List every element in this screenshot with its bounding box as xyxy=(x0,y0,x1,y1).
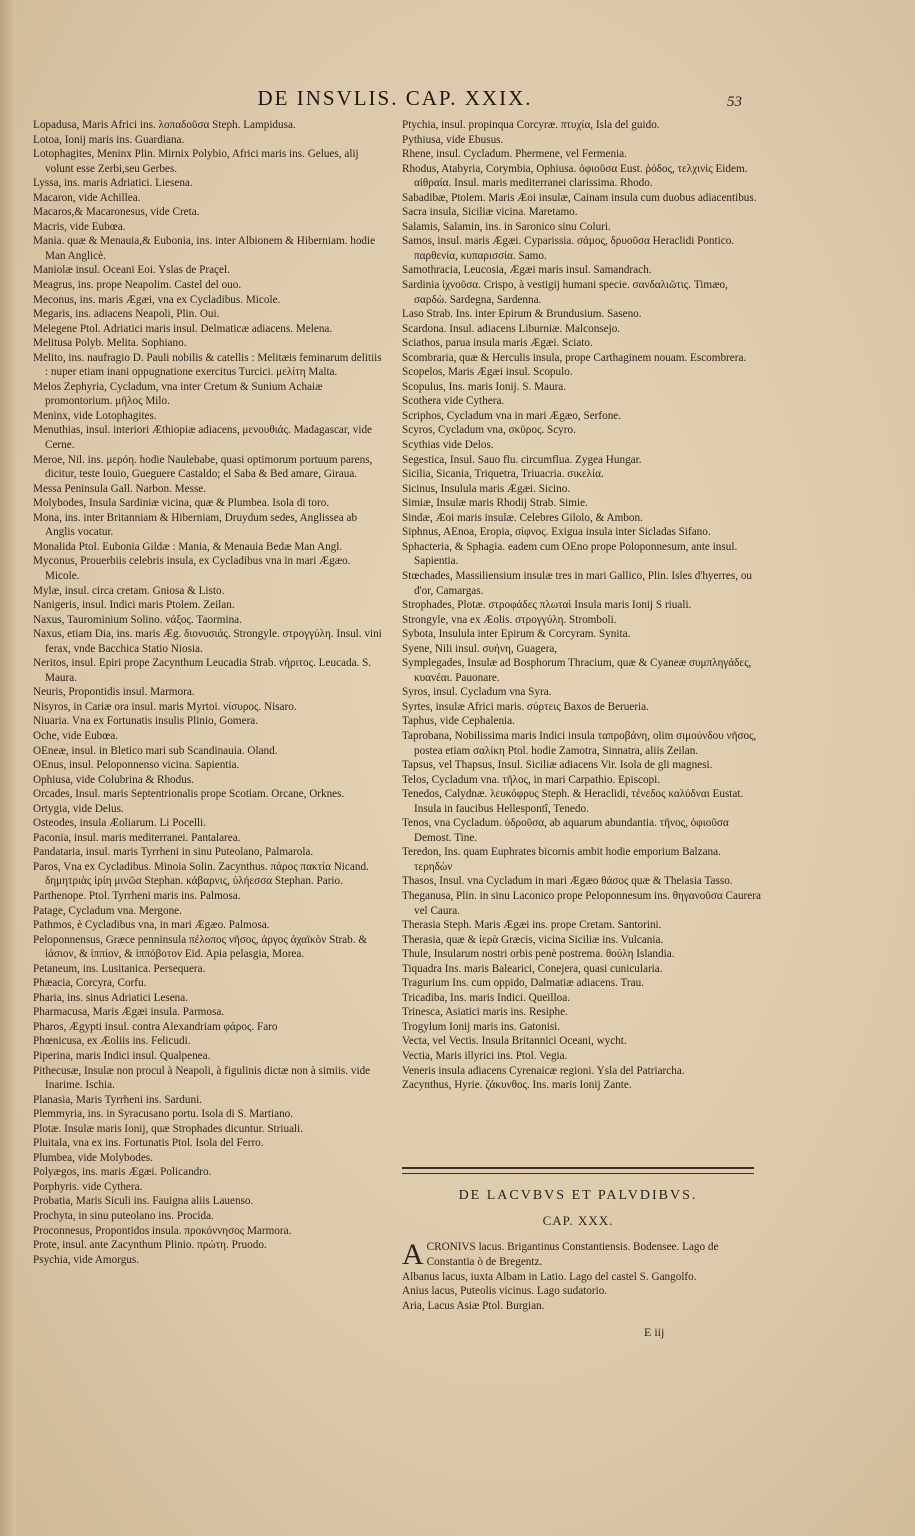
signature-mark: E iij xyxy=(644,1325,665,1339)
list-item: Tapsus, vel Thapsus, Insul. Siciliæ adiacens Vir. Isola de gli magnesi. xyxy=(402,759,713,772)
list-item: Melos Zephyria, Cycladum, vna inter Cretum & Sunium Achaiæ promontorium. μῆλος Milo. xyxy=(33,380,323,408)
list-item: Tiquadra Ins. maris Balearici, Conejera, quasi cunicularia. xyxy=(402,962,663,975)
list-item: Simiæ, Insulæ maris Rhodij Strab. Simie. xyxy=(402,497,588,510)
running-head xyxy=(0,86,915,114)
list-item: Myconus, Prouerbiis celebris insula, ex Cycladibus vna in mari Ægæo. Micole. xyxy=(33,555,351,582)
list-item: Proconnesus, Propontidos insula. προκόννησος Marmora. xyxy=(33,1224,292,1237)
list-item: Polyægos, ins. maris Ægæi. Policandro. xyxy=(33,1166,212,1179)
list-item: Sabadibæ, Ptolem. Maris Æoi insulæ, Cainam insula cum duobus adiacentibus. xyxy=(402,191,757,204)
list-item: Melito, ins. naufragio D. Pauli nobilis & catellis : Melitæis feminarum delitiis : nuper etiam inani oppugnatione exercitus Turcici. μελίτη Malta. xyxy=(33,351,382,379)
list-item: Lopadusa, Maris Africi ins. λοπαδοῦσα Steph. Lampidusa. xyxy=(33,119,296,131)
list-item: Maniolæ insul. Oceani Eoi. Yslas de Praçel. xyxy=(33,264,230,277)
list-item: Scothera vide Cythera. xyxy=(402,395,505,408)
list-item: Syros, insul. Cycladum vna Syra. xyxy=(402,686,552,699)
chapter-heading: CAP. XXX. xyxy=(542,1213,614,1228)
list-item: Pythiusa, vide Ebusus. xyxy=(402,133,504,146)
list-item: Vecta, vel Vectis. Insula Britannici Oceani, wycht. xyxy=(402,1035,627,1048)
list-item: Peloponnensus, Græce penninsula πέλοπος νῆσος, ἀργος ἀχαϊκὸν Strab. & ἰάσιον, & ἱππίον, & ἱππόβοτον Eid. Apia pelasgia, Morea. xyxy=(33,933,368,961)
list-item: Melitusa Polyb. Melita. Sophiano. xyxy=(33,337,187,350)
list-item: Phæacia, Corcyra, Corfu. xyxy=(33,977,147,990)
list-item: Meroe, Nil. ins. μερόη. hodie Naulebabe, quasi optimorum portuum parens, dicitur, teste Iouio, Gueguere Castaldo; el Saba & Bed amare, Giraua. xyxy=(33,453,373,481)
list-item: Mania. quæ & Menauia,& Eubonia, ins. inter Albionem & Hiberniam. hodie Man Anglicè. xyxy=(33,235,376,262)
list-item: Telos, Cycladum vna. τῆλος, in mari Carpathio. Episcopi. xyxy=(402,773,661,786)
list-item: Tenedos, Calydnæ. λευκόφρυς Steph. & Heraclidi, τένεδος καλύδναι Eustat. Insula in faucibus Hellespontî, Tenedo. xyxy=(402,788,744,815)
list-item: Plotæ. Insulæ maris Ionij, quæ Strophades dicuntur. Striuali. xyxy=(33,1122,304,1135)
list-item: Sciathos, parua insula maris Ægæi. Sciato. xyxy=(402,337,593,350)
section-heading: DE LACVBVS ET PALVDIBVS. xyxy=(458,1188,698,1203)
list-item: Meagrus, ins. prope Neapolim. Castel del ouo. xyxy=(33,279,242,292)
list-item: Macris, vide Eubœa. xyxy=(33,220,126,233)
list-item: Probatia, Maris Siculi ins. Fauigna aliis Lauenso. xyxy=(33,1195,254,1208)
list-item: Anius lacus, Puteolis vicinus. Lago sudatorio. xyxy=(402,1285,608,1298)
list-item: Patage, Cycladum vna. Mergone. xyxy=(33,904,182,917)
list-item: Prote, insul. ante Zacynthum Plinio. πρώτη. Pruodo. xyxy=(33,1239,267,1252)
left-column xyxy=(33,118,385,1267)
first-entry-text: CRONIVS lacus. Brigantinus Constantiensis. Bodensee. Lago de Constantia ò de Bregentz. xyxy=(426,1241,719,1268)
lakes-list xyxy=(402,1240,762,1314)
list-item xyxy=(402,1240,762,1270)
list-item: Salamis, Salamin, ins. in Saronico sinu Coluri. xyxy=(402,220,611,233)
list-item: Sicilia, Sicania, Triquetra, Triuacria. σικελία. xyxy=(402,468,604,481)
list-item: Pandataria, insul. maris Tyrrheni in sinu Puteolano, Palmarola. xyxy=(33,846,314,859)
list-item: Sphacteria, & Sphagia. eadem cum OEno prope Poloponnesum, ante insul. Sapientia. xyxy=(402,540,738,568)
list-item: Nisyros, in Cariæ ora insul. maris Myrtoi. νίσυρος. Nisaro. xyxy=(33,700,297,713)
list-item: Thasos, Insul. vna Cycladum in mari Ægæo θάσος quæ & Thelasia Tasso. xyxy=(402,875,733,888)
list-item: Scombraria, quæ & Herculis insula, prope Carthaginem nouam. Escombrera. xyxy=(402,351,747,364)
list-item: Nanigeris, insul. Indici maris Ptolem. Zeilan. xyxy=(33,599,235,612)
list-item: Tenos, vna Cycladum. ὑδροῦσα, ab aquarum abundantia. τῆνος, ὀφιοῦσα Demost. Tine. xyxy=(402,817,729,844)
list-item: Symplegades, Insulæ ad Bosphorum Thracium, quæ & Cyaneæ συμπληγάδες, κυανέαι. Pauonare. xyxy=(402,657,752,684)
list-item: Megaris, ins. adiacens Neapoli, Plin. Oui. xyxy=(33,308,220,321)
list-item: Pharos, Ægypti insul. contra Alexandriam φάρος. Faro xyxy=(33,1020,278,1033)
list-item: Paros, Vna ex Cycladibus. Minoia Solin. Zacynthus. πάρος πακτία Nicand. δημητριὰς ἰρίη μινῶα Stephan. κάβαρνις, ὑλήεσσα Stephan. Pario. xyxy=(33,860,369,888)
list-item: Mylæ, insul. circa cretam. Gniosa & Listo. xyxy=(33,584,225,597)
list-item: Neuris, Propontidis insul. Marmora. xyxy=(33,686,195,699)
list-item: OEnus, insul. Peloponnenso vicina. Sapientia. xyxy=(33,759,240,772)
list-item: Petaneum, ins. Lusitanica. Persequera. xyxy=(33,962,206,975)
list-item: Segestica, Insul. Sauo flu. circumflua. Zygea Hungar. xyxy=(402,453,642,466)
list-item: Prochyta, in sinu puteolano ins. Procida. xyxy=(33,1210,214,1223)
list-item: Plumbea, vide Molybodes. xyxy=(33,1151,153,1164)
list-item: Trogylum Ionij maris ins. Gatonisi. xyxy=(402,1020,561,1033)
list-item: Meconus, ins. maris Ægæi, vna ex Cycladibus. Micole. xyxy=(33,293,281,306)
list-item: Ptychia, insul. propinqua Corcyræ. πτυχία, Isla del guido. xyxy=(402,119,660,131)
list-item: OEneæ, insul. in Bletico mari sub Scandinauia. Oland. xyxy=(33,744,278,757)
list-item: Lotophagites, Meninx Plin. Mirnix Polybio, Africi maris ins. Gelues, alij volunt esse Zerbi,seu Gerbes. xyxy=(33,148,359,175)
list-item: Scythias vide Delos. xyxy=(402,439,494,452)
list-item: Neritos, insul. Epiri prope Zacynthum Leucadia Strab. νήριτος. Leucada. S. Maura. xyxy=(33,657,372,684)
list-item: Scardona. Insul. adiacens Liburniæ. Malconsejo. xyxy=(402,322,621,335)
list-item: Paconia, insul. maris mediterranei. Pantalarea. xyxy=(33,831,241,844)
list-item: Porphyris. vide Cythera. xyxy=(33,1180,143,1193)
list-item: Naxus, Taurominium Solino. νάξος. Taormina. xyxy=(33,613,242,626)
list-item: Therasia Steph. Maris Ægæi ins. prope Cretam. Santorini. xyxy=(402,919,662,932)
folio-number: 53 xyxy=(727,94,742,110)
running-title: DE INSVLIS. CAP. XXIX. xyxy=(257,86,533,110)
list-item: Sardinia ἰχνοῦσα. Crispo, à vestigij humani specie. σανδαλιῶτις. Timæo, σαρδὼ. Sardegna, Sardenna. xyxy=(402,279,728,306)
list-item: Psychia, vide Amorgus. xyxy=(33,1253,140,1266)
right-column xyxy=(402,118,762,1093)
list-item: Sindæ, Æoi maris insulæ. Celebres Gilolo, & Ambon. xyxy=(402,511,643,524)
list-item: Tragurium Ins. cum oppido, Dalmatiæ adiacens. Trau. xyxy=(402,977,644,990)
list-item: Tricadiba, Ins. maris Indici. Queilloa. xyxy=(402,991,570,1004)
list-item: Samos, insul. maris Ægæi. Cyparissia. σάμος, δρυοῦσα Heraclidi Pontico. παρθενία, κυπαρισσία. Samo. xyxy=(402,235,735,262)
list-item: Messa Peninsula Gall. Narbon. Messe. xyxy=(33,482,207,495)
list-item: Siphnus, AEnoa, Eropia, σίφνος. Exigua insula inter Sicladas Sifano. xyxy=(402,526,711,539)
list-item: Syrtes, insulæ Africi maris. σύρτεις Baxos de Berueria. xyxy=(402,700,649,713)
list-item: Lotoa, Ionij maris ins. Guardiana. xyxy=(33,133,185,146)
list-item: Plemmyria, ins. in Syracusano portu. Isola di S. Martiano. xyxy=(33,1108,294,1121)
list-item: Stœchades, Massiliensium insulæ tres in mari Gallico, Plin. Isles d'hyerres, ou d'or, Camargas. xyxy=(402,569,753,597)
list-item: Melegene Ptol. Adriatici maris insul. Delmaticæ adiacens. Melena. xyxy=(33,322,333,335)
list-item: Planasia, Maris Tyrrheni ins. Sarduni. xyxy=(33,1093,202,1106)
list-item: Sacra insula, Siciliæ vicina. Maretamo. xyxy=(402,206,578,219)
list-item: Lyssa, ins. maris Adriatici. Liesena. xyxy=(33,177,193,190)
list-item: Macaron, vide Achillea. xyxy=(33,191,141,204)
list-item: Strongyle, vna ex Æolis. στρογγύλη. Stromboli. xyxy=(402,613,617,626)
page-gutter xyxy=(0,0,16,1536)
list-item: Zacynthus, Hyrie. ζάκυνθος. Ins. maris Ionij Zante. xyxy=(402,1079,632,1092)
list-item: Scopulus, Ins. maris Ionij. S. Maura. xyxy=(402,380,567,393)
list-item: Taprobana, Nobilissima maris Indici insula ταπροβάνη, olim σιμούνδου νῆσος, postea etiam σαλίκη Ptol. hodie Zamotra, Sinnatra, aliis Zeilan. xyxy=(402,729,757,757)
list-item: Theganusa, Plin. in sinu Laconico prope Peloponnesum ins. θηγανοῦσα Caurera vel Caura. xyxy=(402,889,761,917)
list-item: Sicinus, Insulula maris Ægæi. Sicino. xyxy=(402,482,571,495)
list-item: Taphus, vide Cephalenia. xyxy=(402,715,515,728)
list-item: Naxus, etiam Dia, ins. maris Æg. διονυσιάς. Strongyle. στρογγύλη. Insul. vini ferax, vnde Bacchica Statio Niosia. xyxy=(33,628,382,655)
list-item: Piperina, maris Indici insul. Qualpenea. xyxy=(33,1050,211,1062)
list-item: Therasia, quæ & ἱερὰ Græcis, vicina Siciliæ ins. Vulcania. xyxy=(402,933,664,946)
list-item: Aria, Lacus Asiæ Ptol. Burgian. xyxy=(402,1300,545,1313)
drop-cap: A xyxy=(402,1238,424,1271)
list-item: Syene, Nili insul. συήνη, Guagera, xyxy=(402,642,558,655)
list-item: Laso Strab. Ins. inter Epirum & Brundusium. Saseno. xyxy=(402,308,642,321)
list-item: Niuaria. Vna ex Fortunatis insulis Plinio, Gomera. xyxy=(33,715,259,728)
list-item: Menuthias, insul. interiori Æthiopiæ adiacens, μενουθιάς. Madagascar, vide Cerne. xyxy=(33,424,373,452)
section-rule xyxy=(402,1167,754,1174)
list-item: Scriphos, Cycladum vna in mari Ægæo, Serfone. xyxy=(402,409,622,422)
list-item: Pluitala, vna ex ins. Fortunatis Ptol. Isola del Ferro. xyxy=(33,1137,264,1150)
list-item: Mona, ins. inter Britanniam & Hiberniam, Druydum sedes, Anglissea ab Anglis vocatur. xyxy=(33,511,358,539)
list-item: Strophades, Plotæ. στροφάδες πλωταὶ Insula maris Ionij S riuali. xyxy=(402,599,692,612)
list-item: Parthenope. Ptol. Tyrrheni maris ins. Palmosa. xyxy=(33,889,241,902)
list-item: Sybota, Insulula inter Epirum & Corcyram. Synita. xyxy=(402,628,631,641)
list-item: Monalida Ptol. Eubonia Gildæ : Mania, & Menauia Bedæ Man Angl. xyxy=(33,540,343,553)
list-item: Rhodus, Atabyria, Corymbia, Ophiusa. ὀφιοῦσα Eust. ῥόδος, τελχινὶς Eidem. αἰθραία. Insul. maris mediterranei clarissima. Rhodo. xyxy=(402,162,748,190)
list-item: Macaros,& Macaronesus, vide Creta. xyxy=(33,206,200,219)
list-item: Pithecusæ, Insulæ non procul à Neapoli, à figulinis dictæ non à simiis. vide Inarime. Ischia. xyxy=(33,1064,371,1092)
list-item: Osteodes, insula Æoliarum. Li Pocelli. xyxy=(33,817,207,830)
list-item: Orcades, Insul. maris Septentrionalis prope Scotiam. Orcane, Orknes. xyxy=(33,788,345,801)
list-item: Phœnicusa, ex Æoliis ins. Felicudi. xyxy=(33,1035,191,1048)
list-item: Vectia, Maris illyrici ins. Ptol. Vegia. xyxy=(402,1050,568,1062)
list-item: Rhene, insul. Cycladum. Phermene, vel Fermenia. xyxy=(402,148,627,161)
list-item: Trinesca, Asiatici maris ins. Resiphe. xyxy=(402,1006,568,1019)
list-item: Pathmos, è Cycladibus vna, in mari Ægæo. Palmosa. xyxy=(33,919,270,932)
list-item: Thule, Insularum nostri orbis penè postrema. θούλη Islandia. xyxy=(402,948,675,961)
list-item: Scyros, Cycladum vna, σκῦρος. Scyro. xyxy=(402,424,576,437)
list-item: Ophiusa, vide Colubrina & Rhodus. xyxy=(33,773,194,786)
list-item: Molybodes, Insula Sardiniæ vicina, quæ & Plumbea. Isola di toro. xyxy=(33,497,330,510)
list-item: Samothracia, Leucosia, Ægæi maris insul. Samandrach. xyxy=(402,264,652,277)
list-item: Veneris insula adiacens Cyrenaicæ regioni. Ysla del Patriarcha. xyxy=(402,1064,685,1077)
list-item: Albanus lacus, iuxta Albam in Latio. Lago del castel S. Gangolfo. xyxy=(402,1270,697,1283)
list-item: Meninx, vide Lotophagites. xyxy=(33,409,157,422)
list-item: Pharmacusa, Maris Ægæi insula. Parmosa. xyxy=(33,1006,225,1019)
list-item: Ortygia, vide Delus. xyxy=(33,802,124,815)
list-item: Scopelos, Maris Ægæi insul. Scopulo. xyxy=(402,366,573,379)
list-item: Pharia, ins. sinus Adriatici Lesena. xyxy=(33,991,189,1004)
list-item: Oche, vide Eubœa. xyxy=(33,729,119,742)
list-item: Teredon, Ins. quam Euphrates bicornis ambit hodie emporium Balzana. τερηδὼν xyxy=(402,846,721,873)
